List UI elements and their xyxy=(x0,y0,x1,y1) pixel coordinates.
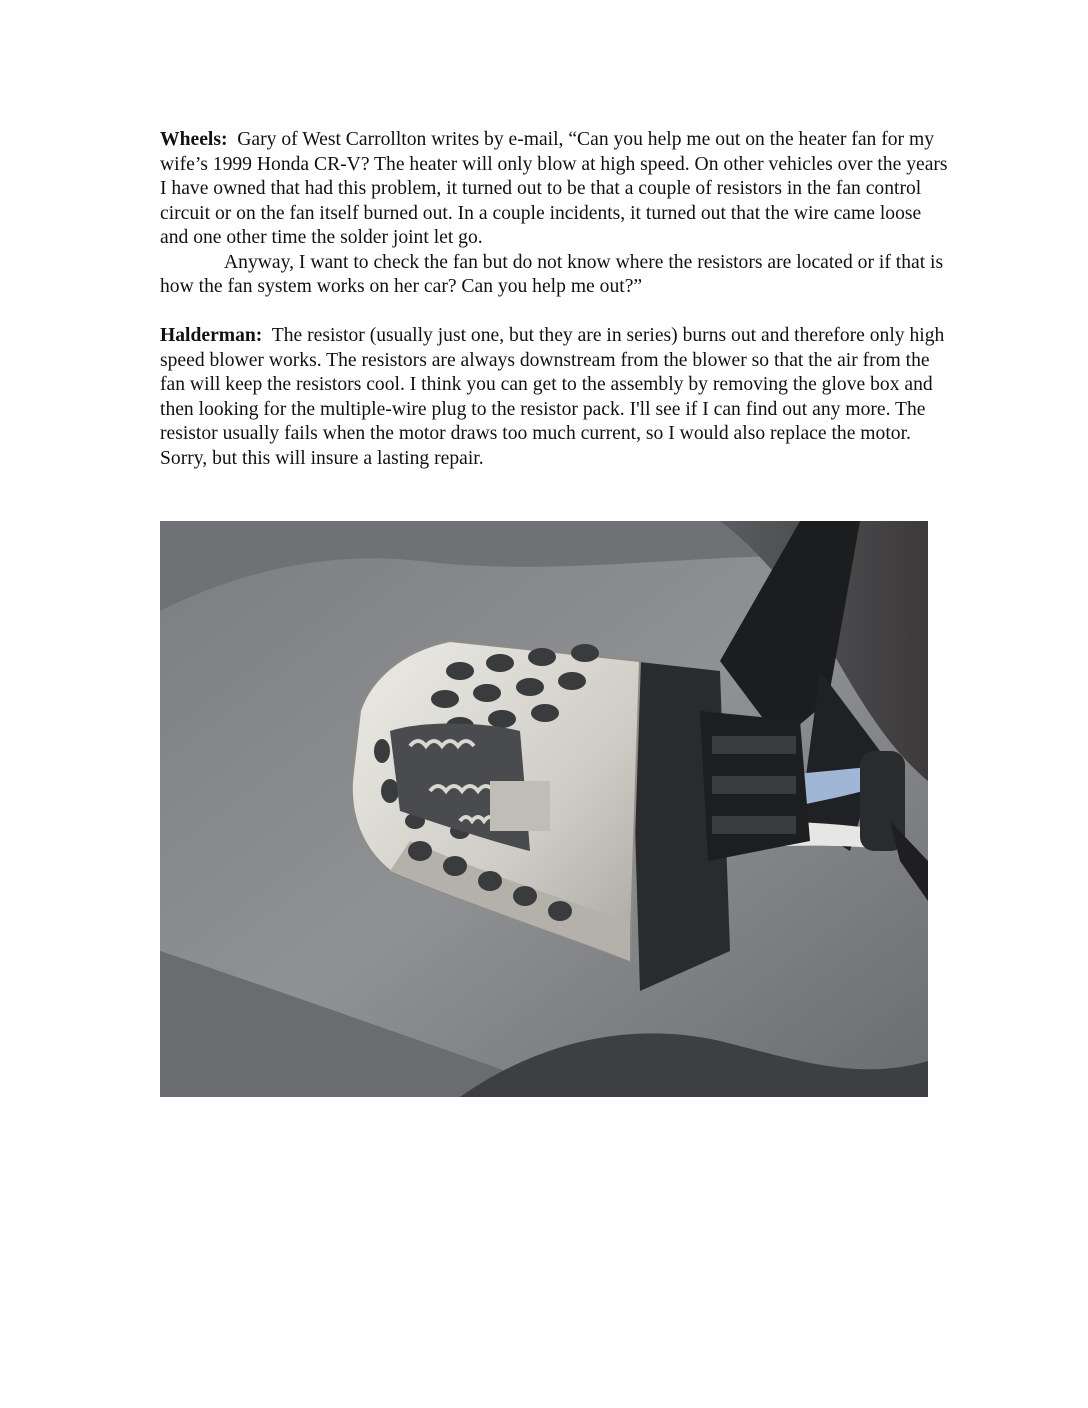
answer-paragraph xyxy=(160,324,950,471)
blower-resistor-photo xyxy=(160,521,928,1097)
question-speaker: Wheels: xyxy=(160,129,228,150)
plug-rib-2 xyxy=(712,776,796,794)
question-text: Gary of West Carrollton writes by e-mail, “Can you help me out on the heater fan for my wife’s 1999 Honda CR-V? The heater will only blow at high speed. On other vehicles over the years I have owned that had this problem, it turned out to be that a couple of resistors in the fan control circuit or on the fan itself burned out. In a couple incidents, it turned out that the wire came loose and one other time the solder joint let go. xyxy=(160,129,948,248)
resistor-board xyxy=(490,781,550,831)
plug-rib-1 xyxy=(712,736,796,754)
article-text xyxy=(160,128,950,471)
question-paragraph-2 xyxy=(160,251,950,300)
answer-speaker: Halderman: xyxy=(160,325,263,346)
blower-resistor-illustration xyxy=(160,521,928,1097)
question-paragraph xyxy=(160,128,950,251)
question-text-2: Anyway, I want to check the fan but do not know where the resistors are located or if that is how the fan system works on her car? Can you help me out?” xyxy=(160,251,944,297)
plug-rib-3 xyxy=(712,816,796,834)
answer-text: The resistor (usually just one, but they are in series) burns out and therefore only high speed blower works. The resistors are always downstream from the blower so that the air from the fan will keep the resistors cool. I think you can get to the assembly by removing the glove box and then looking for the multiple-wire plug to the resistor pack. I'll see if I can find out any more. The resistor usually fails when the motor draws too much current, so I would also replace the motor. Sorry, but this will insure a lasting repair. xyxy=(160,325,945,469)
